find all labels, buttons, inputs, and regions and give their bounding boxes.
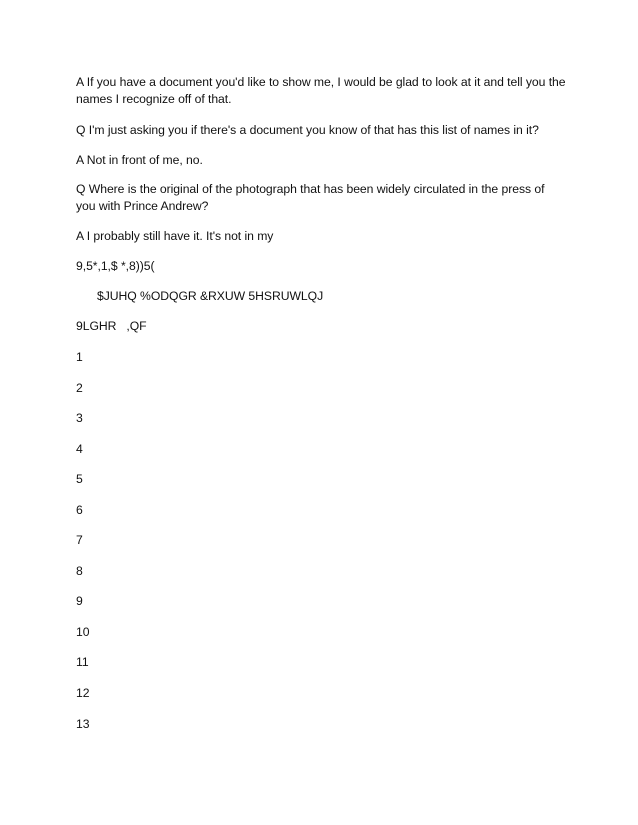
line-number: 1 [76, 350, 83, 364]
line-number: 2 [76, 381, 83, 395]
garbled-footer-line: $JUHQ %ODQGR &RXUW 5HSRUWLQJ [97, 289, 324, 303]
line-number: 13 [76, 717, 90, 731]
transcript-paragraph: A If you have a document you'd like to show me, I would be glad to look at it and tell you the names I recognize off of that. [76, 75, 566, 106]
line-number: 6 [76, 503, 83, 517]
transcript-paragraph: A I probably still have it. It's not in my [76, 229, 274, 243]
line-number: 9 [76, 594, 83, 608]
line-number: 8 [76, 564, 83, 578]
line-number: 11 [76, 655, 89, 669]
line-number: 3 [76, 411, 83, 425]
line-number: 4 [76, 442, 83, 456]
garbled-footer-line: 9LGHR ,QF [76, 319, 147, 333]
garbled-footer-line: 9,5*,1,$ *,8))5( [76, 259, 155, 273]
line-number: 10 [76, 625, 90, 639]
line-number: 5 [76, 472, 83, 486]
line-number: 7 [76, 533, 83, 547]
transcript-paragraph: Q I'm just asking you if there's a document you know of that has this list of names in it? [76, 123, 539, 137]
transcript-paragraph: Q Where is the original of the photograph that has been widely circulated in the press of you with Prince Andrew? [76, 182, 545, 213]
transcript-paragraph: A Not in front of me, no. [76, 153, 203, 167]
line-number: 12 [76, 686, 90, 700]
